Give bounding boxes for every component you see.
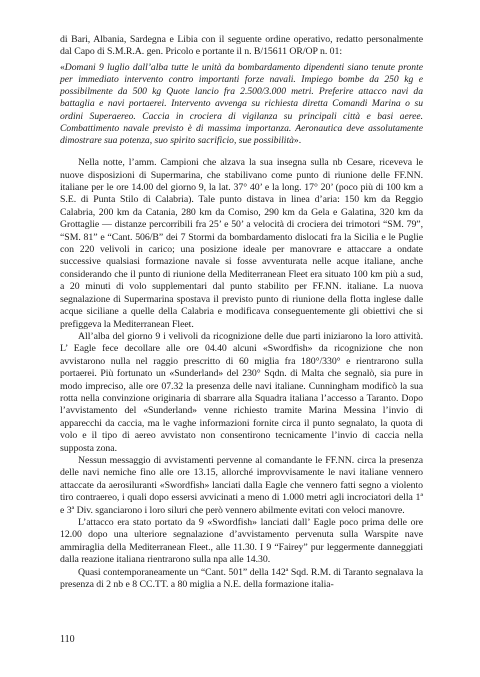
page-number: 110 [60,634,75,645]
quote-body: Domani 9 luglio dall’alba tutte le unità da bombardamento dipendenti siano tenute pronte per immediato intervento contro importanti forze navali. Impiego bombe da 250 kg e possibilmente da 500 kg Quote lancio fra 2.500/3.000 metri. Preferire attacco navi da battaglia e navi portaerei. Intervento avvenga su richiesta diretta Comandi Marina o su ordini Superaereo. Caccia in crociera di vigilanza su principali città e basi aeree. Combattimento navale previsto è di massima importanza. Aeronautica deve assolutamente dimostrare sua potenza, suo spirito sacrificio, sue possibilità [60,61,423,147]
quote-open-mark: « [60,61,65,73]
intro-paragraph: di Bari, Albania, Sardegna e Libia con il seguente ordine operativo, redatto personalmente dal Capo di S.M.R.A. gen. Pricolo e portante il n. B/15611 OR/OP n. 01: [60,34,423,58]
quote-close-mark: ». [293,135,302,147]
paragraph-night: Nella notte, l’amm. Campioni che alzava la sua insegna sulla nb Cesare, riceveva le nuove disposizioni di Supermarina, che stabilivano come punto di riunione delle FF.NN. italiane per le ore 14.00 del giorno 9, la lat. 37° 40’ e la long. 17° 20’ (poco più di 100 km a S.E. di Punta Stilo di Calabria). Tale punto distava in linea d’aria: 150 km da Reggio Calabria, 200 km da Catania, 280 km da Comiso, 290 km da Gela e Galatina, 320 km da Grottaglie — distanze percorribili fra 25’ e 50’ a velocità di crociera dei trimotori “SM. 79”, “SM. 81” e “Cant. 506/B” dei 7 Stormi da bombardamento dislocati fra la Sicilia e le Puglie con 220 velivoli in carico; una posizione ideale per manovrare e attaccare a ondate successive qualsiasi formazione navale si fosse avventurata nelle acque italiane, anche considerando che il punto di riunione della Mediterranean Fleet era situato 100 km più a sud, a 20 minuti di volo supplementari dal punto stabilito per FF.NN. italiane. La nuova segnalazione di Supermarina spostava il previsto punto di riunione della flotta inglese dalle acque siciliane a quelle della Calabria e modificava conseguentemente gli obiettivi che si prefiggeva la Mediterranean Fleet. [60,157,423,330]
paragraph-dawn: All’alba del giorno 9 i velivoli da ricognizione delle due parti iniziarono la loro attività. L’ Eagle fece decollare alle ore 04.40 alcuni «Swordfish» da ricognizione che non avvistarono nulla nel raggio prescritto di 60 miglia fra 180°/330° e rientrarono sulla portaerei. Più fortunato un «Sunderland» del 230° Sqdn. di Malta che segnalò, sia pure in modo impreciso, alle ore 07.32 la presenza delle navi italiane. Cunningham modificò la sua rotta nella convinzione originaria di sbarrare alla Squadra italiana l’accesso a Taranto. Dopo l’avvistamento del «Sunderland» venne richiesto tramite Marina Messina l’invio di apparecchi da caccia, ma le vaghe informazioni fornite circa il punto segnalato, la quota di volo e il tipo di aereo avvistato non consentirono tecnicamente l’invio di caccia nella supposta zona. [60,330,423,454]
paragraph-attack: L’attacco era stato portato da 9 «Swordfish» lanciati dall’ Eagle poco prima delle ore 12.00 dopo una ulteriore segnalazione d’avvistamento pervenuta sulla Warspite nave ammiraglia della Mediterranean Fleet., alle 11.30. I 9 “Fairey” pur leggermente danneggiati dalla reazione italiana rientrarono sulla npa alle 14.30. [60,517,423,566]
paragraph-no-message: Nessun messaggio di avvistamenti pervenne al comandante le FF.NN. circa la presenza delle navi nemiche fino alle ore 13.15, allorché improvvisamente le navi italiane vennero attaccate da aerosiluranti «Swordfish» lanciati dalla Eagle che vennero fatti segno a violento tiro contraereo, i quali dopo essersi avvicinati a meno di 1.000 metri agli incrociatori della 1ª e 3ª Div. sganciarono i loro siluri che però vennero abilmente evitati con veloci manovre. [60,454,423,516]
paragraph-cant-501: Quasi contemporaneamente un “Cant. 501” della 142ª Sqd. R.M. di Taranto segnalava la presenza di 2 nb e 8 CC.TT. a 80 miglia a N.E. della formazione italia- [60,566,423,591]
operative-order-quote [60,62,423,147]
